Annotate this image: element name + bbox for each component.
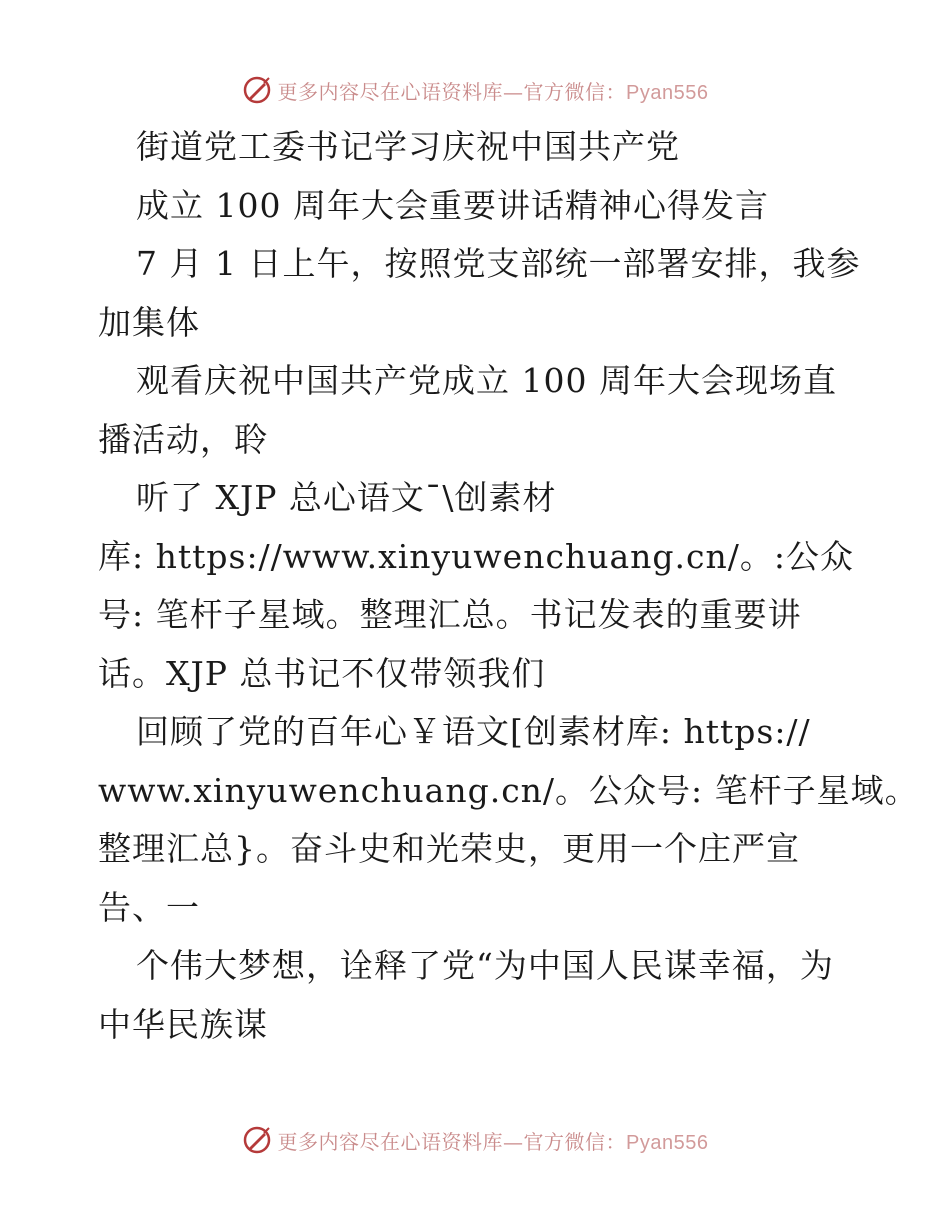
doc-line-2: 成立 100 周年大会重要讲话精神心得发言 — [136, 185, 769, 225]
quill-logo-icon — [242, 75, 272, 105]
doc-line-14: 告、一 — [98, 887, 200, 927]
doc-line-9: 号: 笔杆子星域。整理汇总。书记发表的重要讲 — [98, 595, 802, 634]
doc-line-13: 整理汇总}。奋斗史和光荣史，更用一个庄严宣 — [98, 829, 800, 868]
footer-watermark-id: Pyan556 — [626, 1131, 709, 1154]
page-footer-watermark — [0, 1120, 950, 1160]
doc-line-12: www.xinyuwenchuang.cn/。公众号: 笔杆子星域。 — [98, 770, 919, 810]
doc-line-1: 街道党工委书记学习庆祝中国共产党 — [136, 127, 680, 166]
page-header-watermark — [0, 70, 950, 110]
doc-line-6: 播活动，聆 — [98, 419, 268, 459]
quill-logo-icon — [242, 1125, 272, 1155]
header-watermark-main: 更多内容尽在心语资料库— — [277, 79, 524, 104]
doc-line-4: 加集体 — [98, 302, 200, 342]
doc-line-3: 7 月 1 日上午，按照党支部统一部署安排，我参 — [136, 244, 861, 283]
footer-watermark-text — [278, 1126, 709, 1155]
header-watermark-text — [278, 76, 709, 105]
doc-line-8: 库: https://www.xinyuwenchuang.cn/。:公众 — [98, 536, 854, 576]
doc-line-15: 个伟大梦想，诠释了党“为中国人民谋幸福，为 — [136, 946, 834, 985]
document-body — [98, 118, 919, 1054]
header-watermark-wechat: 官方微信： — [523, 79, 627, 104]
header-watermark-id: Pyan556 — [626, 81, 709, 104]
doc-line-7: 听了 XJP 总心语文¯\创素材 — [136, 478, 557, 517]
footer-watermark-wechat: 官方微信： — [523, 1129, 627, 1154]
doc-line-11: 回顾了党的百年心￥语文[创素材库: https:// — [136, 712, 811, 751]
doc-line-16: 中华民族谋 — [98, 1004, 268, 1044]
doc-line-5: 观看庆祝中国共产党成立 100 周年大会现场直 — [136, 361, 837, 400]
doc-line-10: 话。XJP 总书记不仅带领我们 — [98, 653, 546, 693]
footer-watermark-main: 更多内容尽在心语资料库— — [277, 1129, 524, 1154]
